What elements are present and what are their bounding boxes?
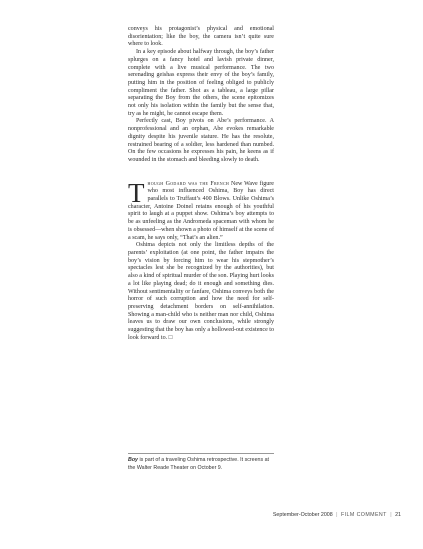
paragraph-5: Oshima depicts not only the limitless depths of the parents’ exploitation (at one point, the father impairs the boy’s vision by forcing him to wear his stepmother’s spectacles lest she be recognized by the authorities), but also a kind of spiritual murder of the son. Playing hurt looks a lot like playing dead; do it enough and something dies. Without sentimentality or fanfare, Oshima conveys both the horror of such corruption and how the need for self-preserving detachment borders on self-annihilation. Showing a man-child who is neither man nor child, Oshima leaves us to draw our own conclusions, while strongly suggesting that the boy has only a hollowed-out existence to look forward to. □ — [128, 242, 274, 341]
paragraph-1: conveys his protagonist’s physical and emotional disorientation; like the boy, the camera isn’t quite sure where to look. — [128, 26, 274, 48]
caption-text: is part of a traveling Oshima retrospective. It screens at the Walter Reade Theater on October 9. — [128, 457, 270, 471]
caption-film-title: Boy — [128, 457, 139, 463]
footer-separator: | — [336, 512, 338, 518]
page-footer — [273, 512, 401, 518]
article-column — [128, 26, 274, 342]
screening-caption — [128, 457, 274, 472]
paragraph-2: In a key episode about halfway through, the boy’s father splurges on a fancy hotel and lavish private dinner, complete with a live musical performance. The two serenading geishas express their envy of the boy’s family, putting him in the position of feeling obliged to publicly compliment the father. Shot as a tableau, a large pillar separating the Boy from the others, the scene epitomizes not only his isolation within the family but the sense that, try as he might, he cannot escape them. — [128, 49, 274, 117]
drop-cap: T — [128, 177, 145, 208]
paragraph-4-body: New Wave figure who most influenced Oshima, Boy has direct parallels to Truffaut’s 400 Blows. Unlike Oshima’s character, Antoine Doinel retains enough of his youthful spirit to laugh at a puppet show. Oshima’s boy attempts to be as unfeeling as the Andromeda spaceman with whom he is obsessed—when shown a photo of himself at the scene of a scam, he says only, “That’s an alien.” — [128, 180, 274, 241]
footer-separator: | — [390, 512, 392, 518]
caption-rule — [128, 453, 274, 454]
lead-in-smallcaps: hough Godard was the French — [147, 180, 230, 187]
paragraph-4 — [128, 177, 274, 243]
section-break — [128, 165, 274, 181]
paragraph-3: Perfectly cast, Boy pivots on Abe’s performance. A nonprofessional and an orphan, Abe evokes remarkable dignity despite his juvenile stature. He has the resolute, restrained bearing of a soldier, less hardened than numbed. On the few occasions he expresses his pain, he keens as if wounded in the stomach and bleeding slowly to death. — [128, 118, 274, 163]
footer-magazine-name: FILM COMMENT — [341, 512, 387, 518]
footer-issue-date: September-October 2008 — [272, 512, 333, 518]
footer-page-number: 21 — [395, 512, 401, 518]
